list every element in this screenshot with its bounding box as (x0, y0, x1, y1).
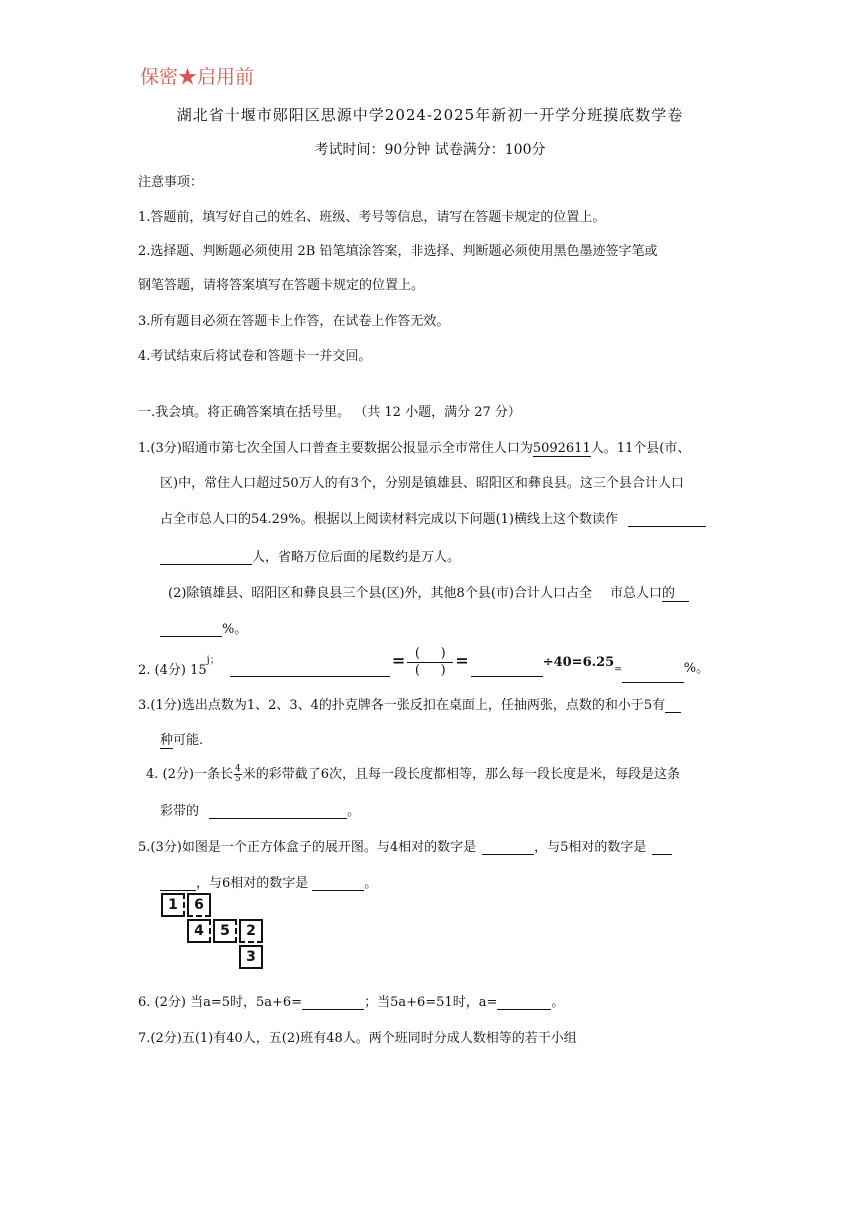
q3-answer-blank[interactable] (665, 698, 681, 713)
q5-line-2 (160, 872, 377, 891)
q7-line: 7.(2分)五(1)有40人，五(2)班有48人。两个班同时分成人数相等的若干小组 (138, 1031, 577, 1046)
q1-text-l5a: (2)除镇雄县、昭阳区和彝良县三个县(区)外，其他8个县(市)合计人口占全 (168, 586, 592, 601)
note-item-4: 4.考试结束后将试卷和答题卡一并交回。 (138, 349, 372, 364)
q6-text-c: 。 (551, 995, 565, 1010)
cube-face-3: 3 (239, 945, 263, 969)
note-item-2: 2.选择题、判断题必须使用 2B 铅笔填涂答案，非选择、判断题必须使用黑色墨迹签字笔或 (138, 244, 658, 259)
q1-line-6 (160, 618, 247, 637)
q4-line-2 (160, 800, 360, 819)
q2-fraction-den: ( ) (414, 663, 446, 678)
q6-text-a: 6. (2分) 当a=5时，5a+6= (138, 995, 303, 1010)
q5-answer-blank-3[interactable] (312, 876, 364, 891)
q2-eq-1: = (391, 651, 406, 670)
cube-net-figure (161, 893, 265, 969)
q2-division: ÷40=6.25 (542, 655, 615, 670)
q1-text-l4: 人，省略万位后面的尾数约是万人。 (252, 550, 461, 565)
q3-line-1 (138, 694, 681, 713)
note-item-3: 3.所有题目必须在答题卡上作答，在试卷上作答无效。 (138, 314, 450, 329)
q2-eq-2: = (455, 651, 469, 670)
q1-answer-blank-1[interactable] (628, 512, 706, 527)
cube-face-2: 2 (239, 919, 263, 943)
q3-text-l1: 3.(1分)选出点数为1、2、3、4的扑克牌各一张反扣在桌面上，任抽两张，点数的和小于5有 (138, 698, 666, 713)
q5-text-c: ，与6相对的数字是 (196, 876, 309, 891)
q3-text-l2b: 种 (160, 733, 174, 748)
q1-line-4 (160, 546, 460, 565)
q5-answer-blank-1[interactable] (482, 840, 534, 855)
q1-answer-blank-2[interactable] (160, 550, 252, 565)
q4-fraction-den: 5 (234, 774, 241, 784)
q1-text-l5c: 的 (662, 586, 676, 601)
q4-text-b: 米的彩带截了6次，且每一段长度都相等，那么每一段长度是米，每段是这条 (242, 767, 680, 782)
q5-text-d: 。 (364, 876, 378, 891)
q6-answer-blank-2[interactable] (497, 995, 551, 1010)
q1-line-5 (168, 582, 689, 602)
secret-mark: 保密★启用前 (140, 66, 255, 88)
q3-text-l2c: 可能. (173, 733, 204, 748)
notes-heading: 注意事项： (138, 175, 204, 190)
q4-text-l2: 彩带的 (160, 804, 200, 819)
q2-answer-blank-3[interactable] (622, 668, 684, 683)
q1-text-l5b: 市总人口 (609, 586, 662, 601)
q1-line-2: 区)中，常住人口超过50万人的有3个，分别是镇雄县、昭阳区和彝良县。这三个县合计人口 (160, 476, 684, 491)
q6-text-b: ；当5a+6=51时，a= (364, 995, 498, 1010)
q3-line-2 (160, 729, 203, 748)
q6-line (138, 991, 564, 1010)
q4-answer-blank[interactable] (209, 804, 347, 819)
q4-fraction-num: 4 (234, 764, 241, 774)
exam-title: 湖北省十堰市郧阳区思源中学2024-2025年新初一开学分班摸底数学卷 (176, 106, 684, 124)
q1-text-l6: %。 (222, 622, 248, 637)
q2-line (138, 646, 709, 679)
q1-answer-blank-4[interactable] (160, 622, 222, 637)
q1-text-b: 人。11个县(市、 (590, 441, 691, 456)
q2-eq-3: = (614, 665, 622, 675)
section-1-heading: 一.我会填。将正确答案填在括号里。 （共 12 小题，满分 27 分） (138, 405, 521, 420)
cube-face-5: 5 (213, 919, 237, 943)
q1-population: 5092611 (532, 441, 591, 456)
q2-fraction (407, 646, 453, 679)
q5-text-a: 5.(3分)如图是一个正方体盒子的展开图。与4相对的数字是 (138, 840, 477, 855)
q5-answer-blank-2b[interactable] (160, 876, 196, 891)
q2-answer-blank-1[interactable] (230, 662, 390, 677)
q1-text-a: 1.(3分)昭通市第七次全国人口普查主要数据公报显示全市常住人口为 (138, 441, 533, 456)
q2-answer-blank-2[interactable] (471, 662, 543, 677)
note-item-1: 1.答题前，填写好自己的姓名、班级、考号等信息，请写在答题卡规定的位置上。 (138, 210, 606, 225)
q1-line-1 (138, 437, 690, 456)
cube-face-4: 4 (187, 919, 211, 943)
q2-fraction-num: ( ) (407, 646, 453, 663)
q2-sup: j； (206, 655, 220, 666)
q4-line-1 (146, 763, 680, 784)
q5-answer-blank-2a[interactable] (652, 840, 672, 855)
q4-end: 。 (347, 804, 361, 819)
q5-text-b: ，与5相对的数字是 (534, 840, 647, 855)
q2-text-a: 2. (4分) 15 (138, 663, 207, 678)
cube-face-1: 1 (161, 893, 185, 917)
q1-line-3 (160, 508, 706, 527)
cube-face-6: 6 (187, 893, 211, 917)
q4-text-a: 4. (2分)一条长 (146, 767, 233, 782)
q5-line-1 (138, 836, 672, 855)
q4-fraction (234, 765, 242, 784)
note-item-2-cont: 钢笔答题，请将答案填写在答题卡规定的位置上。 (138, 278, 425, 293)
q1-text-l3: 占全市总人口的54.29%。根据以上阅读材料完成以下问题(1)横线上这个数读作 (160, 512, 618, 527)
exam-subtitle: 考试时间：90分钟 试卷满分：100分 (314, 142, 546, 158)
q2-percent: %。 (683, 661, 710, 676)
q1-answer-blank-3[interactable] (675, 587, 689, 602)
q6-answer-blank-1[interactable] (302, 995, 364, 1010)
